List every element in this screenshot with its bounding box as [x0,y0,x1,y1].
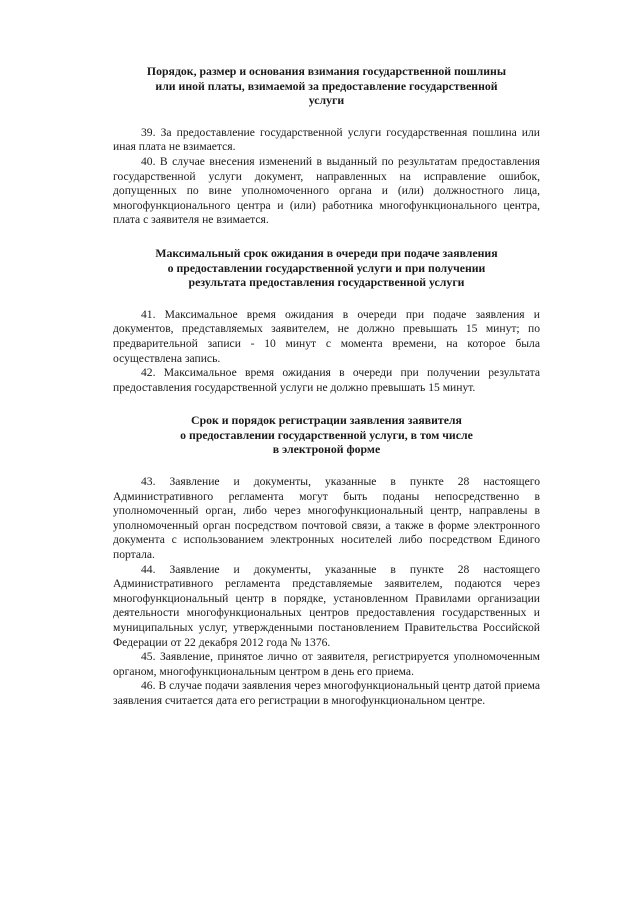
document-page [113,64,540,709]
heading-line: Максимальный срок ожидания в очереди при подаче заявления [155,245,498,260]
heading-line: о предоставлении государственной услуги, в том числе [180,427,473,442]
heading-line: услуги [308,93,345,108]
heading-line: Порядок, размер и основания взимания государственной пошлины [146,64,507,78]
section-heading [113,413,540,457]
section-heading [113,64,540,108]
paragraph-44: 44. Заявление и документы, указанные в пункте 28 настоящего Административного регламента представляемые заявителем, подаются через многофункциональный центр в порядке, установленном Правилами организации деятельности многофункциональных центров предоставления государственных и муниципальных услуг, утвержденными постановлением Правительства Российской Федерации от 22 декабря 2012 года № 1376. [113,562,540,649]
paragraph-45: 45. Заявление, принятое лично от заявителя, регистрируется уполномоченным органом, многофункциональным центром в день его приема. [113,650,540,678]
paragraph-43: 43. Заявление и документы, указанные в пункте 28 настоящего Административного регламента могут быть поданы непосредственно в уполномоченный орган, либо через многофункциональный центр, направлены в уполномоченный орган посредством почтовой связи, а также в форме электронного документа с использованием электронных носителей либо посредством Единого портала. [113,475,540,562]
paragraph-42: 42. Максимальное время ожидания в очереди при получении результата предоставления государственной услуги не должно превышать 15 минут. [113,366,540,394]
section-state-fee [113,64,540,228]
heading-line: результата предоставления государственной услуги [188,275,465,290]
heading-line: Срок и порядок регистрации заявления заявителя [191,413,462,428]
heading-line: в электроной форме [272,442,381,457]
paragraph-39: 39. За предоставление государственной услуги государственная пошлина или иная плата не взимается. [113,125,540,154]
paragraph-41: 41. Максимальное время ожидания в очереди при подаче заявления и документов, представляемых заявителем, не должно превышать 15 минут; по предварительной записи - 10 минут с момента времени, на которое была осуществлена запись. [113,307,540,365]
section-heading [113,246,540,290]
paragraph-46: 46. В случае подачи заявления через многофункциональный центр датой приема заявления считается дата его регистрации в многофункциональном центре. [113,679,540,707]
paragraph-40: 40. В случае внесения изменений в выданный по результатам предоставления государственной услуги документ, направленных на исправление ошибок, допущенных по вине уполномоченного органа и (или) должностного лица, многофункционального центра и (или) работника многофункционального центра, плата с заявителя не взимается. [113,154,540,227]
section-queue-time [113,246,540,395]
heading-line: о предоставлении государственной услуги и при получении [167,260,486,275]
heading-line: или иной платы, взимаемой за предоставление государственной [155,78,498,93]
section-registration [113,413,540,708]
